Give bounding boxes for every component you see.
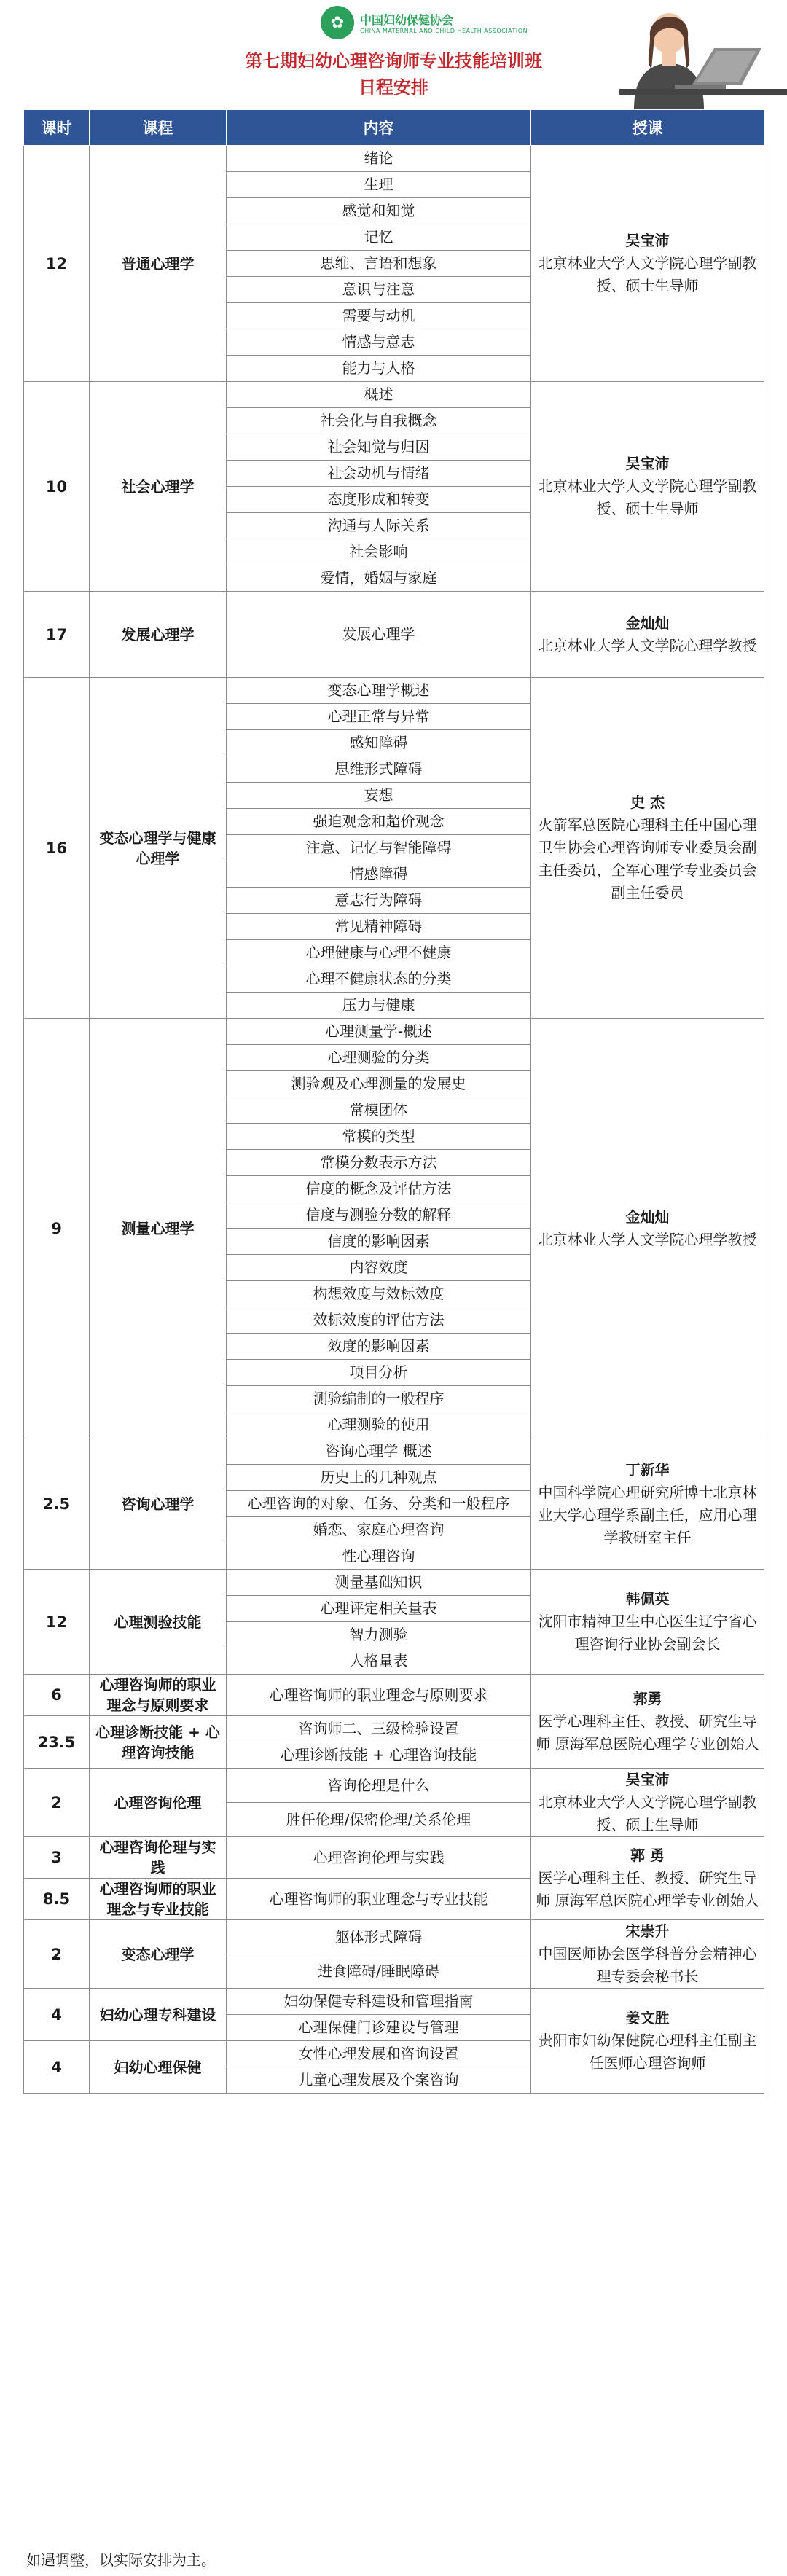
header-content: 内容 [227, 110, 531, 146]
lecturer-title: 贵阳市妇幼保健院心理科主任副主任医师心理咨询师 [538, 2032, 757, 2072]
topic-cell: 效度的影响因素 [227, 1334, 531, 1360]
hours-cell: 8.5 [24, 1879, 90, 1920]
course-cell: 变态心理学与健康心理学 [90, 678, 227, 1019]
topic-cell: 躯体形式障碍 [227, 1920, 531, 1954]
topic-cell: 思维、言语和想象 [227, 251, 531, 277]
lecturer-name: 金灿灿 [625, 1207, 670, 1226]
logo-name-en: CHINA MATERNAL AND CHILD HEALTH ASSOCIATION [360, 28, 528, 34]
page-title: 第七期妇幼心理咨询师专业技能培训班 [245, 51, 542, 71]
lecturer-cell [531, 1570, 764, 1675]
lecturer-cell [531, 382, 764, 592]
topic-cell: 智力测验 [227, 1622, 531, 1648]
lecturer-title: 中国医师协会医学科普分会精神心理专委会秘书长 [538, 1945, 757, 1985]
topic-cell: 心理评定相关量表 [227, 1596, 531, 1622]
lecturer-cell [531, 592, 764, 678]
topic-cell: 心理咨询师的职业理念与专业技能 [227, 1879, 531, 1920]
topic-cell: 强迫观念和超价观念 [227, 809, 531, 835]
lecturer-name: 吴宝沛 [625, 455, 670, 472]
topic-cell: 测验观及心理测量的发展史 [227, 1071, 531, 1097]
schedule-table-wrapper [23, 109, 764, 2094]
table-row [24, 382, 764, 408]
lecturer-title: 医学心理科主任、教授、研究生导师 原海军总医院心理学专业创始人 [536, 1869, 759, 1909]
hours-cell: 3 [24, 1837, 90, 1879]
lecturer-name: 宋崇升 [625, 1922, 670, 1940]
lecturer-title: 中国科学院心理研究所博士北京林业大学心理学系副主任，应用心理学教研室主任 [538, 1483, 757, 1546]
schedule-body [24, 146, 764, 2094]
lecturer-cell [531, 678, 764, 1019]
schedule-table [23, 109, 764, 2094]
topic-cell: 测验编制的一般程序 [227, 1386, 531, 1412]
hours-cell: 2 [24, 1920, 90, 1989]
course-cell: 心理咨询师的职业理念与原则要求 [90, 1675, 227, 1716]
header-course: 课程 [90, 110, 227, 146]
table-header-row [24, 110, 764, 146]
footer-note: 如遇调整，以实际安排为主。 [26, 2551, 216, 2569]
course-cell: 变态心理学 [90, 1920, 227, 1989]
course-cell: 心理测验技能 [90, 1570, 227, 1675]
table-row [24, 1989, 764, 2015]
topic-cell: 绪论 [227, 146, 531, 172]
topic-cell: 心理咨询伦理与实践 [227, 1837, 531, 1879]
header-hours: 课时 [24, 110, 90, 146]
topic-cell: 常见精神障碍 [227, 914, 531, 940]
topic-cell: 社会动机与情绪 [227, 461, 531, 487]
topic-cell: 情感障碍 [227, 861, 531, 888]
lecturer-name: 史 杰 [630, 794, 665, 811]
course-cell: 心理诊断技能 + 心理咨询技能 [90, 1716, 227, 1769]
hours-cell: 6 [24, 1675, 90, 1716]
topic-cell: 咨询师二、三级检验设置 [227, 1716, 531, 1742]
hours-cell: 17 [24, 592, 90, 678]
topic-cell: 项目分析 [227, 1360, 531, 1386]
topic-cell: 心理测验的使用 [227, 1412, 531, 1438]
topic-cell: 情感与意志 [227, 329, 531, 356]
topic-cell: 感知障碍 [227, 730, 531, 756]
topic-cell: 沟通与人际关系 [227, 513, 531, 539]
topic-cell: 社会影响 [227, 539, 531, 565]
table-row [24, 1769, 764, 1803]
hours-cell: 10 [24, 382, 90, 592]
topic-cell: 心理测验的分类 [227, 1045, 531, 1071]
hours-cell: 9 [24, 1019, 90, 1438]
lecturer-title: 北京林业大学人文学院心理学教授 [538, 1230, 757, 1248]
lecturer-name: 郭 勇 [630, 1847, 665, 1864]
topic-cell: 常模分数表示方法 [227, 1150, 531, 1176]
topic-cell: 心理健康与心理不健康 [227, 940, 531, 966]
topic-cell: 变态心理学概述 [227, 678, 531, 704]
hours-cell: 12 [24, 1570, 90, 1675]
topic-cell: 态度形成和转变 [227, 487, 531, 513]
table-row [24, 592, 764, 678]
topic-cell: 妇幼保健专科建设和管理指南 [227, 1989, 531, 2015]
lecturer-name: 姜文胜 [625, 2009, 670, 2027]
topic-cell: 内容效度 [227, 1255, 531, 1281]
topic-cell: 记忆 [227, 224, 531, 251]
lecturer-cell [531, 1989, 764, 2094]
lecturer-cell [531, 1837, 764, 1920]
hours-cell: 12 [24, 146, 90, 382]
lecturer-cell [531, 1019, 764, 1438]
logo-emblem-icon: ✿ [321, 6, 354, 39]
lecturer-title: 沈阳市精神卫生中心医生辽宁省心理咨询行业协会副会长 [538, 1613, 757, 1653]
topic-cell: 压力与健康 [227, 993, 531, 1019]
topic-cell: 心理测量学-概述 [227, 1019, 531, 1045]
topic-cell: 心理正常与异常 [227, 704, 531, 730]
topic-cell: 心理咨询师的职业理念与原则要求 [227, 1675, 531, 1716]
hours-cell: 2 [24, 1769, 90, 1837]
topic-cell: 心理咨询的对象、任务、分类和一般程序 [227, 1491, 531, 1517]
course-cell: 测量心理学 [90, 1019, 227, 1438]
topic-cell: 能力与人格 [227, 356, 531, 382]
topic-cell: 胜任伦理/保密伦理/关系伦理 [227, 1803, 531, 1837]
topic-cell: 女性心理发展和咨询设置 [227, 2041, 531, 2067]
topic-cell: 咨询伦理是什么 [227, 1769, 531, 1803]
lecturer-name: 吴宝沛 [625, 1771, 670, 1788]
topic-cell: 需要与动机 [227, 303, 531, 329]
table-row [24, 1920, 764, 1954]
lecturer-cell [531, 146, 764, 382]
course-cell: 心理咨询伦理 [90, 1769, 227, 1837]
course-cell: 心理咨询伦理与实践 [90, 1837, 227, 1879]
hours-cell: 4 [24, 2041, 90, 2094]
topic-cell: 社会知觉与归因 [227, 434, 531, 461]
topic-cell: 信度的影响因素 [227, 1229, 531, 1255]
lecturer-title: 火箭军总医院心理科主任中国心理卫生协会心理咨询师专业委员会副主任委员，全军心理学专业委员会副主任委员 [538, 816, 757, 901]
topic-cell: 妄想 [227, 783, 531, 809]
topic-cell: 婚恋、家庭心理咨询 [227, 1517, 531, 1543]
topic-cell: 性心理咨询 [227, 1543, 531, 1570]
logo-name-cn: 中国妇幼保健协会 [360, 13, 454, 27]
table-row [24, 1019, 764, 1045]
table-row [24, 146, 764, 172]
course-cell: 妇幼心理专科建设 [90, 1989, 227, 2041]
hours-cell: 2.5 [24, 1438, 90, 1570]
table-row [24, 1675, 764, 1716]
topic-cell: 社会化与自我概念 [227, 408, 531, 434]
table-row [24, 1837, 764, 1879]
lecturer-title: 北京林业大学人文学院心理学副教授、硕士生导师 [538, 254, 757, 294]
topic-cell: 思维形式障碍 [227, 756, 531, 783]
topic-cell: 信度与测验分数的解释 [227, 1202, 531, 1229]
topic-cell: 信度的概念及评估方法 [227, 1176, 531, 1202]
header-lecturer: 授课 [531, 110, 764, 146]
topic-cell: 发展心理学 [227, 592, 531, 678]
topic-cell: 构想效度与效标效度 [227, 1281, 531, 1307]
lecturer-title: 医学心理科主任、教授、研究生导师 原海军总医院心理学专业创始人 [536, 1712, 759, 1753]
topic-cell: 儿童心理发展及个案咨询 [227, 2067, 531, 2094]
topic-cell: 效标效度的评估方法 [227, 1307, 531, 1334]
topic-cell: 历史上的几种观点 [227, 1465, 531, 1491]
topic-cell: 心理保健门诊建设与管理 [227, 2015, 531, 2041]
page-subtitle: 日程安排 [359, 77, 428, 98]
lecturer-title: 北京林业大学人文学院心理学教授 [538, 636, 757, 654]
topic-cell: 测量基础知识 [227, 1570, 531, 1596]
course-cell: 咨询心理学 [90, 1438, 227, 1570]
topic-cell: 注意、记忆与智能障碍 [227, 835, 531, 861]
topic-cell: 进食障碍/睡眠障碍 [227, 1954, 531, 1989]
topic-cell: 意识与注意 [227, 277, 531, 303]
topic-cell: 意志行为障碍 [227, 888, 531, 914]
table-row [24, 678, 764, 704]
lecturer-title: 北京林业大学人文学院心理学副教授、硕士生导师 [538, 477, 757, 517]
topic-cell: 人格量表 [227, 1648, 531, 1675]
lecturer-cell [531, 1920, 764, 1989]
table-row [24, 1570, 764, 1596]
lecturer-cell [531, 1675, 764, 1769]
hours-cell: 4 [24, 1989, 90, 2041]
woman-at-laptop-illustration [605, 3, 787, 109]
topic-cell: 爱情，婚姻与家庭 [227, 565, 531, 592]
table-row [24, 1438, 764, 1465]
topic-cell: 概述 [227, 382, 531, 408]
page-header [0, 0, 787, 109]
topic-cell: 咨询心理学 概述 [227, 1438, 531, 1465]
topic-cell: 生理 [227, 172, 531, 198]
topic-cell: 常模的类型 [227, 1124, 531, 1150]
lecturer-title: 北京林业大学人文学院心理学副教授、硕士生导师 [538, 1793, 757, 1833]
topic-cell: 常模团体 [227, 1097, 531, 1124]
course-cell: 社会心理学 [90, 382, 227, 592]
course-cell: 发展心理学 [90, 592, 227, 678]
association-logo [321, 4, 528, 41]
course-cell: 普通心理学 [90, 146, 227, 382]
lecturer-name: 金灿灿 [625, 614, 670, 632]
lecturer-cell [531, 1769, 764, 1837]
lecturer-name: 韩佩英 [625, 1590, 670, 1608]
course-cell: 妇幼心理保健 [90, 2041, 227, 2094]
lecturer-cell [531, 1438, 764, 1570]
course-cell: 心理咨询师的职业理念与专业技能 [90, 1879, 227, 1920]
lecturer-name: 吴宝沛 [625, 232, 670, 249]
hours-cell: 23.5 [24, 1716, 90, 1769]
hours-cell: 16 [24, 678, 90, 1019]
lecturer-name: 郭勇 [633, 1689, 662, 1707]
topic-cell: 心理不健康状态的分类 [227, 966, 531, 993]
topic-cell: 心理诊断技能 + 心理咨询技能 [227, 1742, 531, 1769]
lecturer-name: 丁新华 [625, 1460, 670, 1479]
topic-cell: 感觉和知觉 [227, 198, 531, 224]
